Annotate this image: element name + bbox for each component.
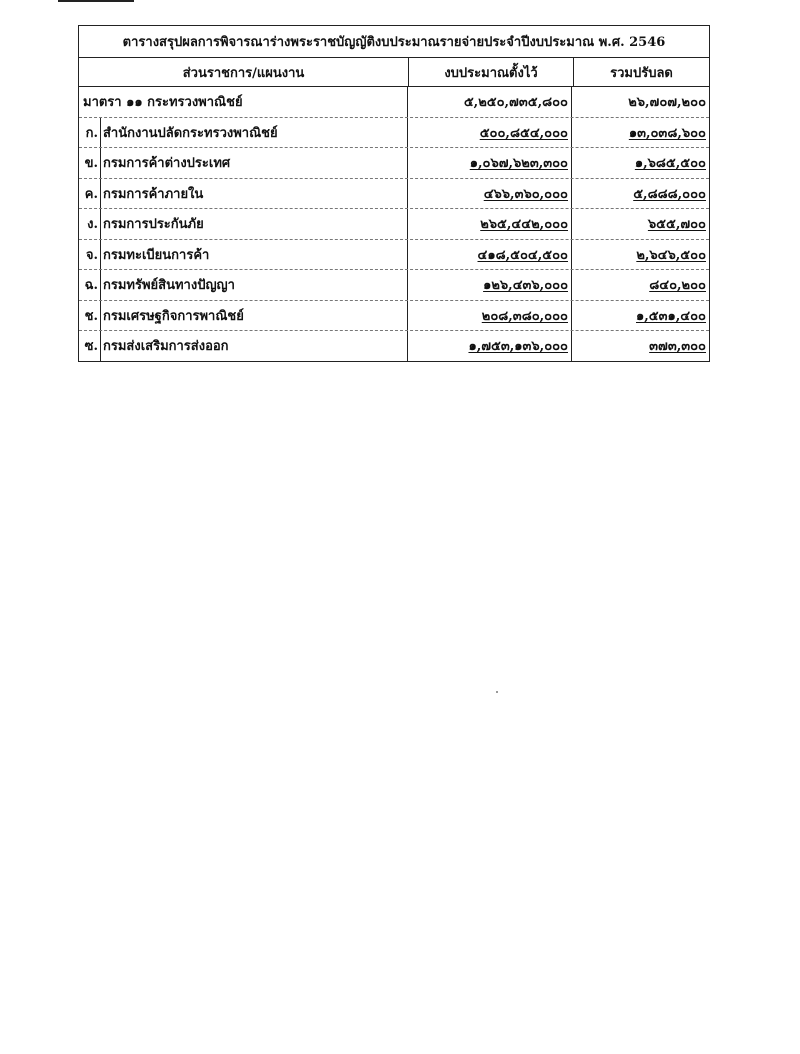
row-name: กรมการค้าภายใน <box>101 179 408 209</box>
section-budget: ๕,๒๕๐,๗๓๕,๘๐๐ <box>408 87 572 117</box>
row-code: ฉ. <box>79 270 101 300</box>
section-adjust: ๒๖,๗๐๗,๒๐๐ <box>628 95 706 111</box>
row-adjust: ๑,๕๓๑,๔๐๐ <box>636 308 706 324</box>
row-budget: ๒๐๘,๓๘๐,๐๐๐ <box>481 308 568 324</box>
budget-summary-table <box>78 25 710 362</box>
row-code: ข. <box>79 148 101 178</box>
row-budget: ๑๒๖,๔๓๖,๐๐๐ <box>483 278 568 294</box>
table-row <box>79 179 709 210</box>
header-adjust: รวมปรับลด <box>610 65 673 81</box>
row-code: ค. <box>79 179 101 209</box>
table-row <box>79 270 709 301</box>
row-adjust: ๘๔๐,๒๐๐ <box>649 278 706 294</box>
table-row <box>79 148 709 179</box>
table-title: ตารางสรุปผลการพิจารณาร่างพระราชบัญญัติงบประมาณรายจ่ายประจำปีงบประมาณ พ.ศ. 2546 <box>79 26 709 58</box>
row-code: ซ. <box>79 331 101 361</box>
row-name: กรมทะเบียนการค้า <box>101 240 408 270</box>
row-budget: ๑,๐๖๗,๖๒๓,๓๐๐ <box>469 156 568 172</box>
header-unit: ส่วนราชการ/แผนงาน <box>79 58 409 86</box>
row-adjust: ๕,๘๘๘,๐๐๐ <box>633 186 706 202</box>
header-budget: งบประมาณตั้งไว้ <box>409 58 574 86</box>
row-name: กรมเศรษฐกิจการพาณิชย์ <box>101 301 408 331</box>
row-budget: ๑,๗๕๓,๑๓๖,๐๐๐ <box>468 339 568 355</box>
table-row <box>79 240 709 271</box>
row-code: ง. <box>79 209 101 239</box>
row-name: กรมการค้าต่างประเทศ <box>101 148 408 178</box>
table-row <box>79 209 709 240</box>
row-adjust: ๖๕๕,๗๐๐ <box>647 217 706 233</box>
section-name: มาตรา ๑๑ กระทรวงพาณิชย์ <box>79 87 408 117</box>
row-name: สำนักงานปลัดกระทรวงพาณิชย์ <box>101 118 408 148</box>
row-adjust: ๑,๖๘๕,๕๐๐ <box>634 156 706 172</box>
scan-speck <box>496 691 498 693</box>
table-row <box>79 301 709 332</box>
row-name: กรมการประกันภัย <box>101 209 408 239</box>
table-row <box>79 331 709 361</box>
row-adjust: ๓๗๓,๓๐๐ <box>649 339 706 355</box>
row-budget: ๒๖๕,๔๔๒,๐๐๐ <box>480 217 568 233</box>
row-budget: ๔๑๘,๕๐๔,๕๐๐ <box>477 247 568 263</box>
row-code: ก. <box>79 118 101 148</box>
table-row-section <box>79 87 709 118</box>
row-name: กรมทรัพย์สินทางปัญญา <box>101 270 408 300</box>
top-rule <box>58 0 134 2</box>
row-name: กรมส่งเสริมการส่งออก <box>101 331 408 361</box>
table-row <box>79 118 709 149</box>
table-header <box>79 58 709 87</box>
row-adjust: ๑๓,๐๓๘,๖๐๐ <box>628 125 706 141</box>
row-code: ช. <box>79 301 101 331</box>
row-adjust: ๒,๖๔๖,๕๐๐ <box>636 247 706 263</box>
row-budget: ๕๐๐,๘๕๔,๐๐๐ <box>479 125 568 141</box>
row-budget: ๔๖๖,๓๖๐,๐๐๐ <box>483 186 568 202</box>
row-code: จ. <box>79 240 101 270</box>
